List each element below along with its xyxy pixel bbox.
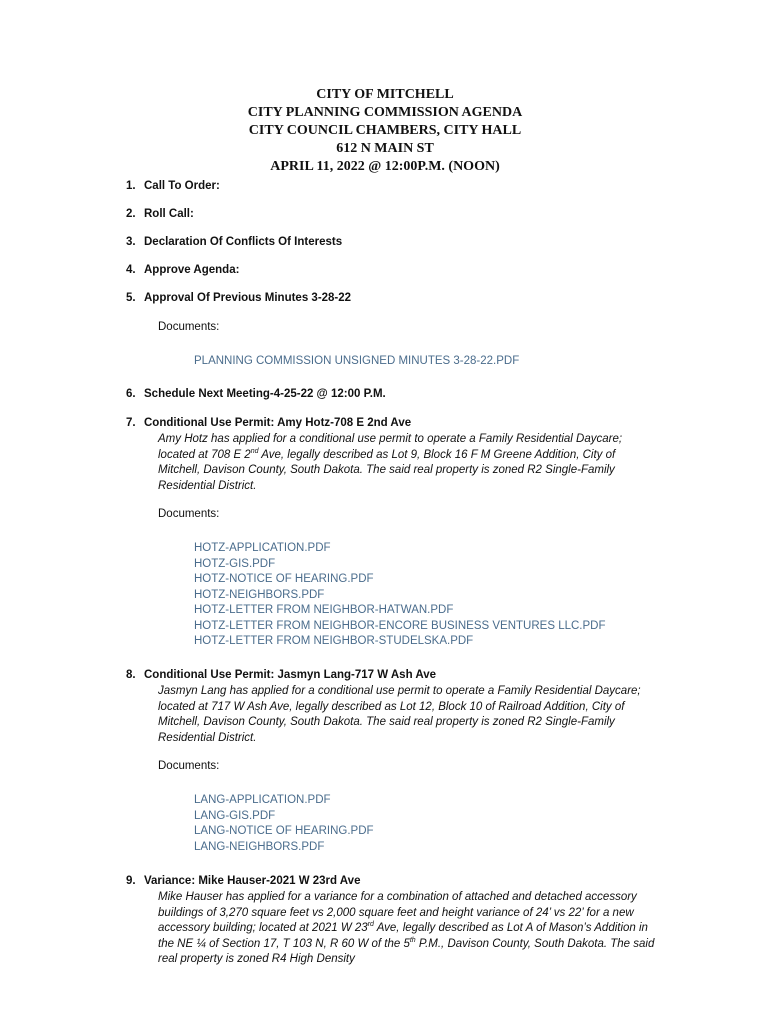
item5-documents bbox=[194, 354, 519, 370]
item8-documents bbox=[194, 793, 374, 855]
agenda-item-7: 7. Conditional Use Permit: Amy Hotz-708 E 2nd Ave bbox=[126, 417, 412, 429]
agenda-item-9: 9. Variance: Mike Hauser-2021 W 23rd Ave bbox=[126, 875, 361, 887]
documents-label: Documents: bbox=[158, 760, 220, 772]
documents-label: Documents: bbox=[158, 321, 220, 333]
item-title: Declaration Of Conflicts Of Interests bbox=[144, 236, 343, 248]
document-link[interactable]: LANG-NEIGHBORS.PDF bbox=[194, 840, 325, 853]
agenda-item-3: 3. Declaration Of Conflicts Of Interests bbox=[126, 236, 343, 248]
document-link[interactable]: HOTZ-LETTER FROM NEIGHBOR-HATWAN.PDF bbox=[194, 604, 454, 616]
item7-description: Amy Hotz has applied for a conditional use permit to operate a Family Residential Daycare; located at 708 E 2nd Ave, legally described as Lot 9, Block 16 F M Greene Addition, City of Mitchell, Davison County, South Dakota. The said real property is zoned R2 Single-Family Residential District. bbox=[158, 433, 623, 492]
document-link[interactable]: PLANNING COMMISSION UNSIGNED MINUTES 3-28-22.PDF bbox=[194, 355, 520, 367]
item-title: Call To Order: bbox=[144, 180, 220, 192]
document-link[interactable]: HOTZ-LETTER FROM NEIGHBOR-STUDELSKA.PDF bbox=[194, 635, 474, 647]
document-link[interactable]: HOTZ-NOTICE OF HEARING.PDF bbox=[194, 573, 374, 585]
header-address: 612 N MAIN ST bbox=[336, 141, 434, 156]
header-location: CITY COUNCIL CHAMBERS, CITY HALL bbox=[248, 123, 522, 138]
agenda-item-1: 1. Call To Order: bbox=[126, 180, 220, 192]
agenda-item-2: 2. Roll Call: bbox=[126, 208, 194, 220]
document-link[interactable]: HOTZ-NEIGHBORS.PDF bbox=[194, 588, 325, 601]
header-city: CITY OF MITCHELL bbox=[316, 87, 454, 102]
document-link[interactable]: LANG-NOTICE OF HEARING.PDF bbox=[194, 825, 374, 837]
item-title: Roll Call: bbox=[144, 208, 194, 220]
item9-description: Mike Hauser has applied for a variance for a combination of attached and detached accessory buildings of 3,270 square feet vs 2,000 square feet and height variance of 24’ vs 22’ for a new accessory building; located at 2021 W 23rd Ave, legally described as Lot A of Mason’s Addition in the NE ¼ of Section 17, T 103 N, R 60 W of the 5th P.M., Davison County, South Dakota. The said real property is zoned R4 High Density bbox=[158, 891, 655, 965]
document-link[interactable]: LANG-APPLICATION.PDF bbox=[194, 794, 331, 806]
item8-description: Jasmyn Lang has applied for a conditional use permit to operate a Family Residential Daycare; located at 717 W Ash Ave, legally described as Lot 12, Block 10 of Railroad Addition, City of Mitchell, Davison County, South Dakota. The said real property is zoned R2 Single-Family Residential District. bbox=[158, 685, 641, 744]
header-date: APRIL 11, 2022 @ 12:00P.M. (NOON) bbox=[270, 159, 500, 174]
agenda-item-6: 6. Schedule Next Meeting-4-25-22 @ 12:00 P.M. bbox=[126, 388, 386, 400]
agenda-header bbox=[0, 86, 770, 176]
item7-documents bbox=[194, 541, 606, 650]
agenda-item-8: 8. Conditional Use Permit: Jasmyn Lang-717 W Ash Ave bbox=[126, 669, 437, 681]
document-link[interactable]: HOTZ-GIS.PDF bbox=[194, 557, 276, 570]
document-link[interactable]: HOTZ-APPLICATION.PDF bbox=[194, 542, 331, 554]
header-commission: CITY PLANNING COMMISSION AGENDA bbox=[247, 105, 523, 120]
item-title: Approve Agenda: bbox=[144, 264, 240, 276]
item-title: Conditional Use Permit: Jasmyn Lang-717 W Ash Ave bbox=[144, 669, 437, 681]
document-link[interactable]: HOTZ-LETTER FROM NEIGHBOR-ENCORE BUSINESS VENTURES LLC.PDF bbox=[194, 619, 606, 632]
item-title: Conditional Use Permit: Amy Hotz-708 E 2nd Ave bbox=[144, 417, 412, 429]
item-title: Schedule Next Meeting-4-25-22 @ 12:00 P.M. bbox=[144, 388, 386, 400]
item-title: Variance: Mike Hauser-2021 W 23rd Ave bbox=[144, 875, 361, 887]
agenda-item-4: 4. Approve Agenda: bbox=[126, 264, 240, 276]
document-link[interactable]: LANG-GIS.PDF bbox=[194, 809, 276, 822]
agenda-item-5: 5. Approval Of Previous Minutes 3-28-22 bbox=[126, 292, 352, 304]
documents-label: Documents: bbox=[158, 508, 220, 520]
item-title: Approval Of Previous Minutes 3-28-22 bbox=[144, 292, 352, 304]
